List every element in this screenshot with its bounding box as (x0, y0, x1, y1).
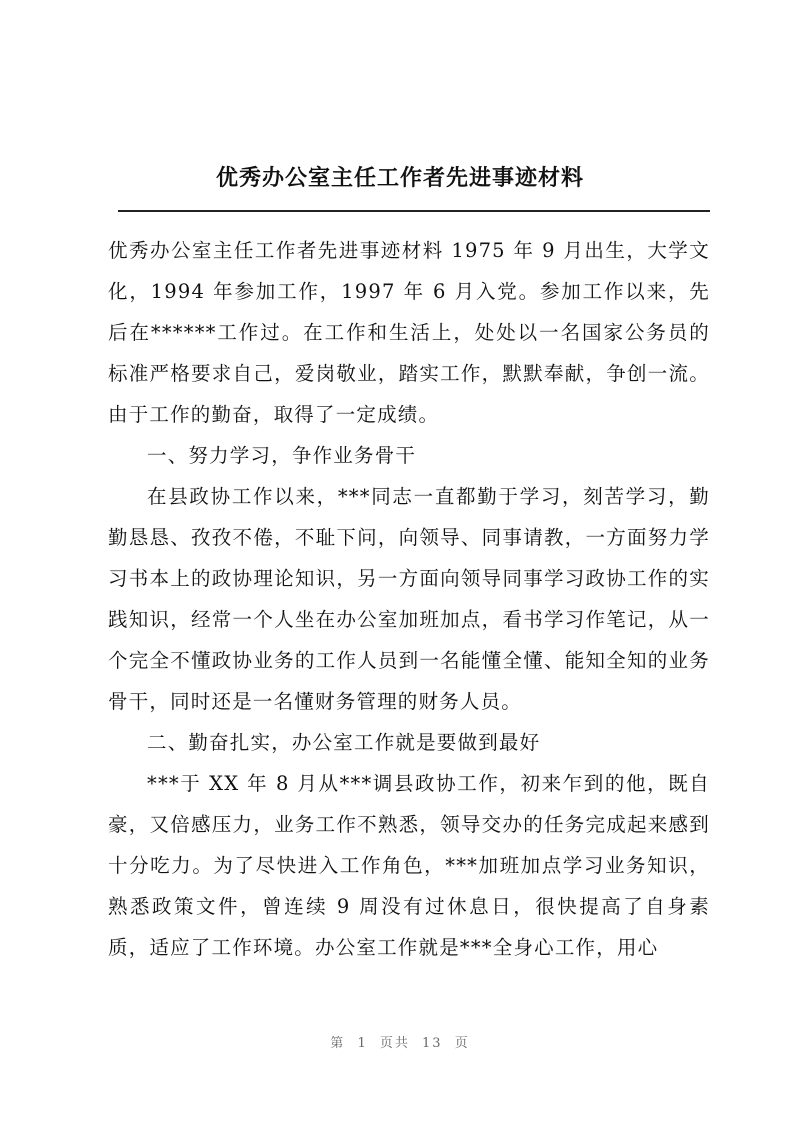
page-label-suffix: 页 (454, 1036, 470, 1051)
page-footer (0, 1032, 800, 1051)
title-divider (118, 210, 710, 212)
section-heading: 二、勤奋扎实，办公室工作就是要做到最好 (147, 731, 541, 754)
page-label-prefix: 第 (330, 1036, 346, 1051)
document-body (108, 230, 710, 968)
body-paragraph: ***于 XX 年 8 月从***调县政协工作，初来乍到的他，既自豪，又倍感压力，业务工作不熟悉，领导交办的任务完成起来感到十分吃力。为了尽快进入工作角色，***加班加点学习业务知识，熟悉政策文件，曾连续 9 周没有过休息日，很快提高了自身素质，适应了工作环境。办公室工作就是***全身心工作，用心 (108, 772, 710, 959)
page-label-middle: 页共 (379, 1036, 410, 1051)
page-number: 1 (357, 1036, 368, 1051)
section-heading: 一、努力学习，争作业务骨干 (147, 444, 417, 467)
total-pages: 13 (422, 1036, 443, 1051)
document-title: 优秀办公室主任工作者先进事迹材料 (215, 165, 584, 191)
body-paragraph: 优秀办公室主任工作者先进事迹材料 1975 年 9 月出生，大学文化，1994 年参加工作，1997 年 6 月入党。参加工作以来，先后在******工作过。在工作和生活上，处处以一名国家公务员的标准严格要求自己，爱岗敬业，踏实工作，默默奉献，争创一流。由于工作的勤奋，取得了一定成绩。 (108, 239, 710, 426)
body-paragraph: 在县政协工作以来，***同志一直都勤于学习，刻苦学习，勤勤恳恳、孜孜不倦，不耻下问，向领导、同事请教，一方面努力学习书本上的政协理论知识，另一方面向领导同事学习政协工作的实践知识，经常一个人坐在办公室加班加点，看书学习作笔记，从一个完全不懂政协业务的工作人员到一名能懂全懂、能知全知的业务骨干，同时还是一名懂财务管理的财务人员。 (108, 485, 710, 713)
